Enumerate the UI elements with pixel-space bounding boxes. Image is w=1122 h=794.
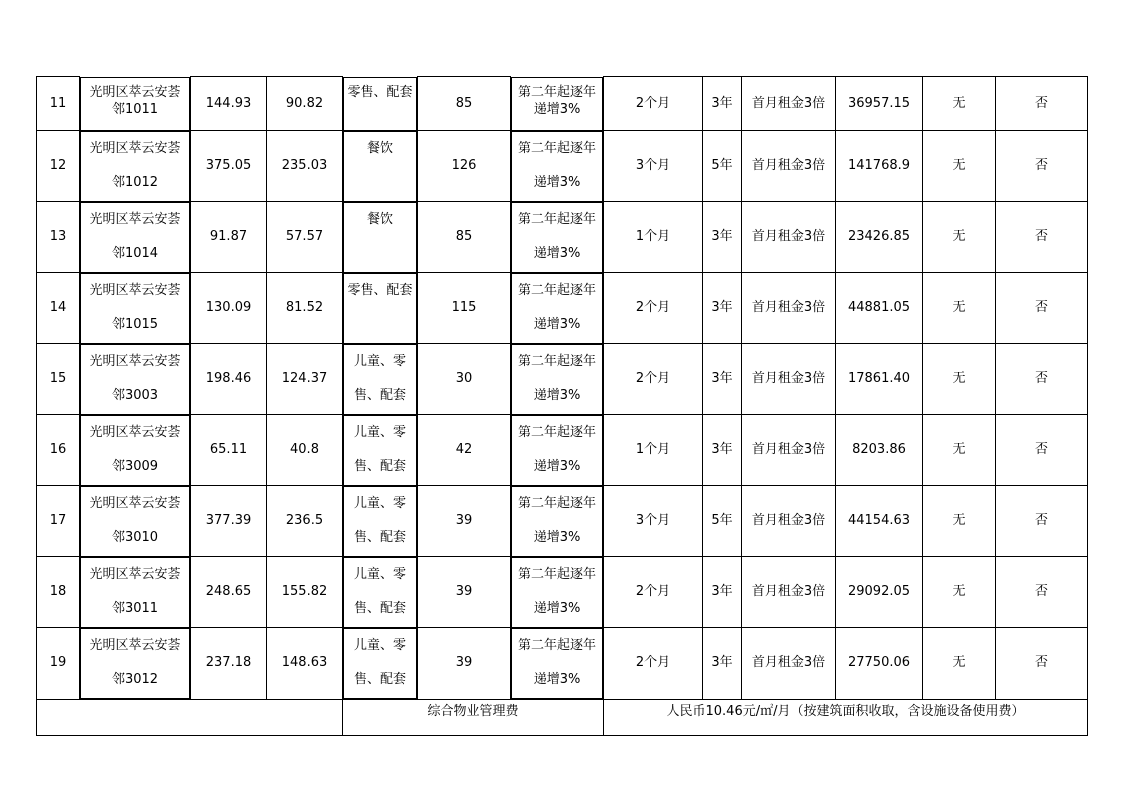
rent-increase: 第二年起逐年递增3%	[511, 344, 603, 415]
monthly-total: 44154.63	[836, 486, 923, 557]
lease-term: 3年	[703, 273, 742, 344]
col-13-value: 否	[996, 628, 1088, 700]
building-area: 375.05	[191, 131, 267, 202]
footer-row	[37, 699, 1088, 735]
usable-area: 124.37	[267, 344, 343, 415]
monthly-total: 27750.06	[836, 628, 923, 700]
unit-name: 光明区萃云安荟邻3003	[80, 344, 190, 415]
col-12-value: 无	[923, 628, 996, 700]
rent-increase: 第二年起逐年递增3%	[511, 202, 603, 273]
col-12-value: 无	[923, 486, 996, 557]
rent-increase: 第二年起逐年递增3%	[511, 557, 603, 628]
unit-name: 光明区萃云安荟邻3009	[80, 415, 190, 486]
footer-blank-cell	[37, 699, 343, 735]
deposit: 首月租金3倍	[742, 557, 836, 628]
table-row	[37, 415, 1088, 486]
col-13-value: 否	[996, 77, 1088, 131]
usable-area: 90.82	[267, 77, 343, 131]
unit-rent: 39	[418, 486, 511, 557]
col-13-value: 否	[996, 202, 1088, 273]
row-number: 18	[37, 557, 80, 628]
monthly-total: 141768.9	[836, 131, 923, 202]
col-12-value: 无	[923, 415, 996, 486]
col-13-value: 否	[996, 344, 1088, 415]
monthly-total: 36957.15	[836, 77, 923, 131]
table-row	[37, 77, 1088, 131]
lease-term: 3年	[703, 344, 742, 415]
col-13-value: 否	[996, 557, 1088, 628]
rent-increase: 第二年起逐年递增3%	[511, 77, 603, 131]
col-13-value: 否	[996, 131, 1088, 202]
usable-area: 236.5	[267, 486, 343, 557]
rent-free-period: 2个月	[604, 273, 703, 344]
unit-rent: 115	[418, 273, 511, 344]
row-number: 12	[37, 131, 80, 202]
col-12-value: 无	[923, 202, 996, 273]
lease-term: 3年	[703, 202, 742, 273]
unit-rent: 30	[418, 344, 511, 415]
lease-term: 3年	[703, 77, 742, 131]
table-row	[37, 344, 1088, 415]
monthly-total: 44881.05	[836, 273, 923, 344]
unit-rent: 85	[418, 77, 511, 131]
rent-free-period: 2个月	[604, 628, 703, 700]
row-number: 11	[37, 77, 80, 131]
usage-type: 儿童、零售、配套	[343, 557, 417, 628]
monthly-total: 17861.40	[836, 344, 923, 415]
unit-name: 光明区萃云安荟邻1012	[80, 131, 190, 202]
usable-area: 148.63	[267, 628, 343, 700]
deposit: 首月租金3倍	[742, 77, 836, 131]
rent-free-period: 1个月	[604, 415, 703, 486]
unit-name: 光明区萃云安荟邻1014	[80, 202, 190, 273]
deposit: 首月租金3倍	[742, 415, 836, 486]
table-row	[37, 273, 1088, 344]
building-area: 237.18	[191, 628, 267, 700]
table-row	[37, 131, 1088, 202]
deposit: 首月租金3倍	[742, 202, 836, 273]
usage-type: 餐饮	[343, 202, 417, 273]
usage-type: 餐饮	[343, 131, 417, 202]
unit-name: 光明区萃云安荟邻3012	[80, 628, 190, 699]
row-number: 19	[37, 628, 80, 700]
rent-free-period: 2个月	[604, 344, 703, 415]
building-area: 198.46	[191, 344, 267, 415]
table-row	[37, 557, 1088, 628]
unit-name: 光明区萃云安荟邻3011	[80, 557, 190, 628]
table-row	[37, 202, 1088, 273]
footer-value: 人民币10.46元/㎡/月（按建筑面积收取，含设施设备使用费）	[604, 699, 1088, 735]
usage-type: 儿童、零售、配套	[343, 486, 417, 557]
lease-term: 3年	[703, 415, 742, 486]
unit-rent: 85	[418, 202, 511, 273]
building-area: 248.65	[191, 557, 267, 628]
usage-type: 零售、配套	[343, 273, 417, 344]
col-12-value: 无	[923, 77, 996, 131]
rent-increase: 第二年起逐年递增3%	[511, 628, 603, 699]
row-number: 13	[37, 202, 80, 273]
table-row	[37, 628, 1088, 700]
usable-area: 57.57	[267, 202, 343, 273]
table-row	[37, 486, 1088, 557]
monthly-total: 23426.85	[836, 202, 923, 273]
row-number: 15	[37, 344, 80, 415]
deposit: 首月租金3倍	[742, 273, 836, 344]
rent-free-period: 1个月	[604, 202, 703, 273]
deposit: 首月租金3倍	[742, 131, 836, 202]
col-12-value: 无	[923, 131, 996, 202]
unit-name: 光明区萃云安荟邻1011	[80, 77, 190, 131]
unit-rent: 42	[418, 415, 511, 486]
lease-table	[36, 76, 1088, 736]
col-12-value: 无	[923, 273, 996, 344]
lease-term: 5年	[703, 131, 742, 202]
building-area: 130.09	[191, 273, 267, 344]
col-13-value: 否	[996, 486, 1088, 557]
deposit: 首月租金3倍	[742, 486, 836, 557]
deposit: 首月租金3倍	[742, 628, 836, 700]
building-area: 65.11	[191, 415, 267, 486]
usage-type: 儿童、零售、配套	[343, 415, 417, 486]
rent-increase: 第二年起逐年递增3%	[511, 273, 603, 344]
rent-free-period: 2个月	[604, 557, 703, 628]
rent-increase: 第二年起逐年递增3%	[511, 486, 603, 557]
unit-rent: 39	[418, 628, 511, 700]
building-area: 377.39	[191, 486, 267, 557]
footer-label: 综合物业管理费	[343, 699, 604, 735]
row-number: 17	[37, 486, 80, 557]
col-13-value: 否	[996, 415, 1088, 486]
building-area: 144.93	[191, 77, 267, 131]
rent-free-period: 2个月	[604, 77, 703, 131]
usable-area: 155.82	[267, 557, 343, 628]
row-number: 16	[37, 415, 80, 486]
rent-increase: 第二年起逐年递增3%	[511, 415, 603, 486]
monthly-total: 8203.86	[836, 415, 923, 486]
unit-rent: 39	[418, 557, 511, 628]
deposit: 首月租金3倍	[742, 344, 836, 415]
col-13-value: 否	[996, 273, 1088, 344]
usage-type: 零售、配套	[343, 77, 417, 131]
col-12-value: 无	[923, 557, 996, 628]
lease-term: 5年	[703, 486, 742, 557]
usable-area: 81.52	[267, 273, 343, 344]
rent-increase: 第二年起逐年递增3%	[511, 131, 603, 202]
usable-area: 40.8	[267, 415, 343, 486]
unit-rent: 126	[418, 131, 511, 202]
lease-term: 3年	[703, 628, 742, 700]
usable-area: 235.03	[267, 131, 343, 202]
rent-free-period: 3个月	[604, 131, 703, 202]
unit-name: 光明区萃云安荟邻3010	[80, 486, 190, 557]
usage-type: 儿童、零售、配套	[343, 344, 417, 415]
col-12-value: 无	[923, 344, 996, 415]
usage-type: 儿童、零售、配套	[343, 628, 417, 699]
lease-term: 3年	[703, 557, 742, 628]
unit-name: 光明区萃云安荟邻1015	[80, 273, 190, 344]
row-number: 14	[37, 273, 80, 344]
rent-free-period: 3个月	[604, 486, 703, 557]
building-area: 91.87	[191, 202, 267, 273]
monthly-total: 29092.05	[836, 557, 923, 628]
